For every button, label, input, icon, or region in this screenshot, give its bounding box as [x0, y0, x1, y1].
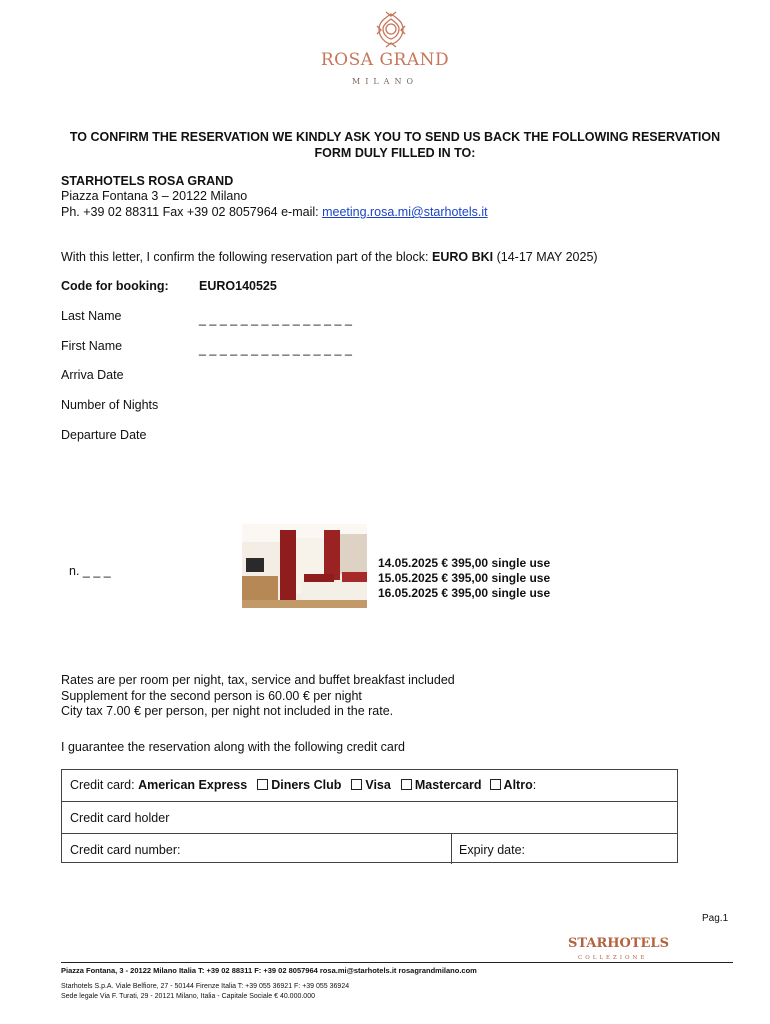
last-name-label: Last Name [61, 309, 122, 323]
table-divider [62, 833, 677, 834]
guarantee-text: I guarantee the reservation along with the following credit card [61, 740, 405, 754]
credit-card-type-row [62, 778, 677, 792]
table-divider [62, 801, 677, 802]
expiry-date-label[interactable]: Expiry date: [459, 843, 526, 857]
rate-line: 15.05.2025 € 395,00 single use [378, 571, 551, 585]
mastercard-checkbox[interactable] [401, 779, 412, 790]
title-line-1: TO CONFIRM THE RESERVATION WE KINDLY ASK YOU TO SEND US BACK THE FOLLOWING RESERVATION [69, 130, 721, 144]
footer-contact: Piazza Fontana, 3 - 20122 Milano Italia T: +39 02 88311 F: +39 02 8057964 rosa.mi@starhotels.it rosagrandmilano.com [61, 966, 477, 975]
block-dates: (14-17 MAY 2025) [493, 250, 598, 264]
diners-option[interactable]: Diners Club [271, 778, 342, 792]
confirm-prefix: With this letter, I confirm the following reservation part of the block: [61, 250, 432, 264]
other-option[interactable]: Altro [503, 778, 533, 792]
departure-date-label: Departure Date [61, 428, 147, 442]
logo-name: ROSA GRAND [320, 50, 450, 70]
footer-divider [61, 962, 733, 963]
code-label: Code for booking: [61, 279, 169, 293]
title-line-2: FORM DULY FILLED IN TO: [314, 146, 476, 160]
room-photo [242, 524, 367, 608]
hotel-email-link[interactable]: meeting.rosa.mi@starhotels.it [322, 205, 488, 219]
block-code: EURO BKI [432, 250, 494, 264]
confirm-text [61, 250, 598, 264]
logo-city: MILANO [352, 77, 418, 86]
mastercard-option[interactable]: Mastercard [414, 778, 482, 792]
rates-list [378, 556, 550, 601]
page-title [55, 129, 735, 161]
starhotels-logo: STARHOTELS [568, 936, 669, 951]
hotel-name: STARHOTELS ROSA GRAND [61, 174, 234, 188]
hotel-address: Piazza Fontana 3 – 20122 Milano [61, 189, 248, 203]
amex-option[interactable]: American Express [138, 778, 248, 792]
note-line: Supplement for the second person is 60.00 € per night [61, 688, 362, 703]
starhotels-logo-subtitle: COLLEZIONE [578, 955, 648, 961]
diners-checkbox[interactable] [257, 779, 268, 790]
credit-card-table [61, 769, 678, 863]
card-number-label[interactable]: Credit card number: [70, 843, 181, 857]
visa-checkbox[interactable] [351, 779, 362, 790]
hotel-contact-text: Ph. +39 02 88311 Fax +39 02 8057964 e-mail: [61, 205, 323, 219]
other-checkbox[interactable] [490, 779, 501, 790]
rate-line: 16.05.2025 € 395,00 single use [378, 586, 551, 600]
footer-legal-line: Sede legale Via F. Turati, 29 - 20121 Milano, Italia - Capitale Sociale € 40.000.000 [61, 993, 315, 1000]
footer-legal-line: Starhotels S.p.A. Viale Belfiore, 27 - 50144 Firenze Italia T: +39 055 36921 F: +39 055 36924 [61, 983, 350, 990]
first-name-label: First Name [61, 339, 123, 353]
note-line: Rates are per room per night, tax, service and buffet breakfast included [61, 673, 455, 687]
hotel-contact [61, 205, 488, 219]
code-value: EURO140525 [199, 279, 277, 293]
rate-line: 14.05.2025 € 395,00 single use [378, 556, 551, 570]
first-name-field[interactable]: _ _ _ _ _ _ _ _ _ _ _ _ _ _ _ [199, 342, 352, 356]
page-number: Pag.1 [702, 913, 729, 924]
arrival-date-label: Arriva Date [61, 368, 124, 382]
rate-notes [61, 673, 455, 720]
footer-legal [61, 982, 349, 1002]
visa-option[interactable]: Visa [365, 778, 391, 792]
note-line: City tax 7.00 € per person, per night not included in the rate. [61, 704, 394, 718]
last-name-field[interactable]: _ _ _ _ _ _ _ _ _ _ _ _ _ _ _ [199, 312, 352, 326]
card-holder-label[interactable]: Credit card holder [70, 811, 170, 825]
table-column-divider [451, 834, 452, 864]
room-quantity-field[interactable]: n. _ _ _ [69, 564, 111, 578]
credit-card-label: Credit card: [70, 778, 139, 792]
rose-logo-icon [373, 8, 409, 50]
nights-label: Number of Nights [61, 398, 159, 412]
other-colon: : [532, 778, 537, 792]
